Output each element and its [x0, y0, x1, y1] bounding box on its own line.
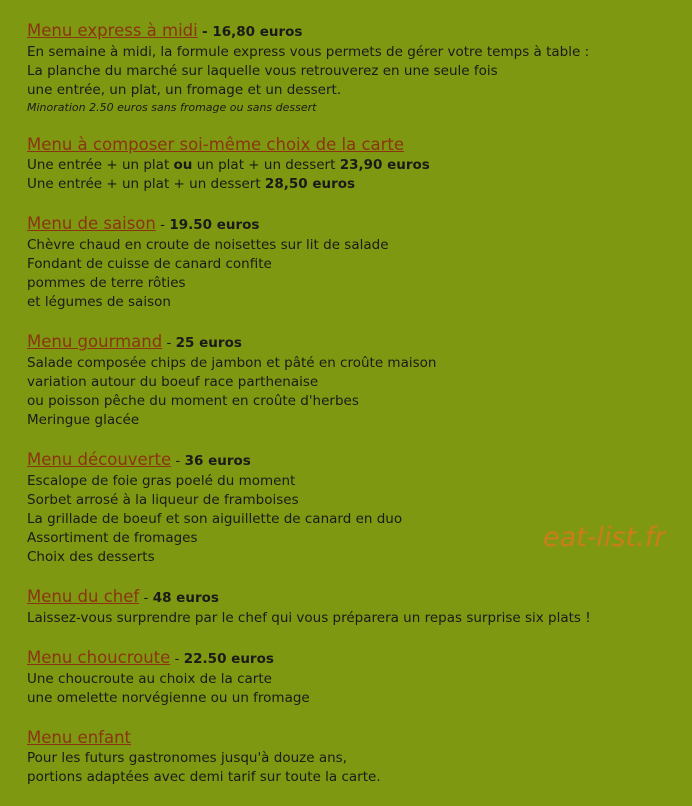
menu-price: - 16,80 euros	[202, 24, 303, 40]
menu-line: Fondant de cuisse de canard confite	[27, 256, 272, 272]
menu-price-separator: -	[170, 651, 184, 667]
menu-line: portions adaptées avec demi tarif sur toute la carte.	[27, 769, 381, 785]
menu-line: une omelette norvégienne ou un fromage	[27, 690, 310, 706]
menu-line: pommes de terre rôties	[27, 275, 186, 291]
menu-header	[27, 20, 677, 43]
menu-price: 36 euros	[184, 453, 251, 469]
menu-title-link[interactable]: Menu de saison	[27, 214, 156, 233]
menu-line: Meringue glacée	[27, 412, 140, 428]
menu-line: Une choucroute au choix de la carte	[27, 671, 272, 687]
menu-line: Assortiment de fromages	[27, 530, 198, 546]
menu-header	[27, 134, 677, 156]
menu-line-text: Une entrée + un plat + un dessert	[27, 176, 265, 192]
menu-title-link[interactable]: Menu choucroute	[27, 648, 171, 667]
menu-price: 48 euros	[152, 590, 219, 606]
menu-price: 22.50 euros	[183, 651, 274, 667]
site-watermark: eat-list.fr	[543, 522, 666, 553]
menu-section-gourmand	[27, 331, 677, 430]
menu-line-text: Une entrée + un plat	[27, 157, 174, 173]
menu-line: Laissez-vous surprendre par le chef qui vous préparera un repas surprise six plats !	[27, 610, 591, 626]
menu-line: En semaine à midi, la formule express vous permets de gérer votre temps à table :	[27, 44, 590, 60]
menu-title-link[interactable]: Menu gourmand	[27, 332, 163, 351]
menu-price-separator: -	[139, 590, 153, 606]
menu-section-enfant	[27, 727, 677, 787]
menu-line: Choix des desserts	[27, 549, 155, 565]
menu-header	[27, 586, 677, 609]
menu-line: Escalope de foie gras poelé du moment	[27, 473, 296, 489]
menu-header	[27, 331, 677, 354]
menu-line-text: un plat + un dessert	[192, 157, 340, 173]
menu-line-price: 23,90 euros	[339, 157, 430, 173]
menu-header	[27, 727, 677, 749]
menu-list	[27, 20, 677, 806]
menu-header	[27, 449, 677, 472]
menu-line: une entrée, un plat, un fromage et un dessert.	[27, 82, 342, 98]
menu-header	[27, 213, 677, 236]
menu-price: 25 euros	[175, 335, 242, 351]
menu-section-chef	[27, 586, 677, 628]
menu-line: variation autour du boeuf race parthenaise	[27, 374, 319, 390]
menu-title-link[interactable]: Menu à composer soi-même choix de la carte	[27, 135, 405, 154]
menu-line	[27, 156, 677, 175]
menu-line: La grillade de boeuf et son aiguillette de canard en duo	[27, 511, 403, 527]
menu-line-price: 28,50 euros	[264, 176, 356, 192]
menu-line: Salade composée chips de jambon et pâté en croûte maison	[27, 355, 437, 371]
menu-line: ou poisson pêche du moment en croûte d'herbes	[27, 393, 359, 409]
menu-header	[27, 647, 677, 670]
menu-section-express	[27, 20, 677, 115]
menu-line: et légumes de saison	[27, 294, 171, 310]
menu-section-saison	[27, 213, 677, 312]
menu-section-a-composer	[27, 134, 677, 194]
menu-price: 19.50 euros	[169, 217, 260, 233]
menu-line: Chèvre chaud en croute de noisettes sur lit de salade	[27, 237, 389, 253]
menu-line	[27, 175, 677, 194]
menu-price-separator: -	[162, 335, 176, 351]
menu-line: Sorbet arrosé à la liqueur de framboises	[27, 492, 299, 508]
menu-line-bold: ou	[173, 157, 193, 173]
menu-price-separator: -	[171, 453, 185, 469]
menu-title-link[interactable]: Menu enfant	[27, 728, 132, 747]
menu-title-link[interactable]: Menu du chef	[27, 587, 140, 606]
menu-price-separator: -	[155, 217, 170, 233]
menu-note: Minoration 2.50 euros sans fromage ou sans dessert	[27, 101, 317, 114]
menu-title-link[interactable]: Menu découverte	[27, 450, 172, 469]
menu-section-choucroute	[27, 647, 677, 708]
menu-line: Pour les futurs gastronomes jusqu'à douze ans,	[27, 750, 347, 766]
menu-line: La planche du marché sur laquelle vous retrouverez en une seule fois	[27, 63, 498, 79]
menu-title-link[interactable]: Menu express à midi	[27, 21, 198, 40]
